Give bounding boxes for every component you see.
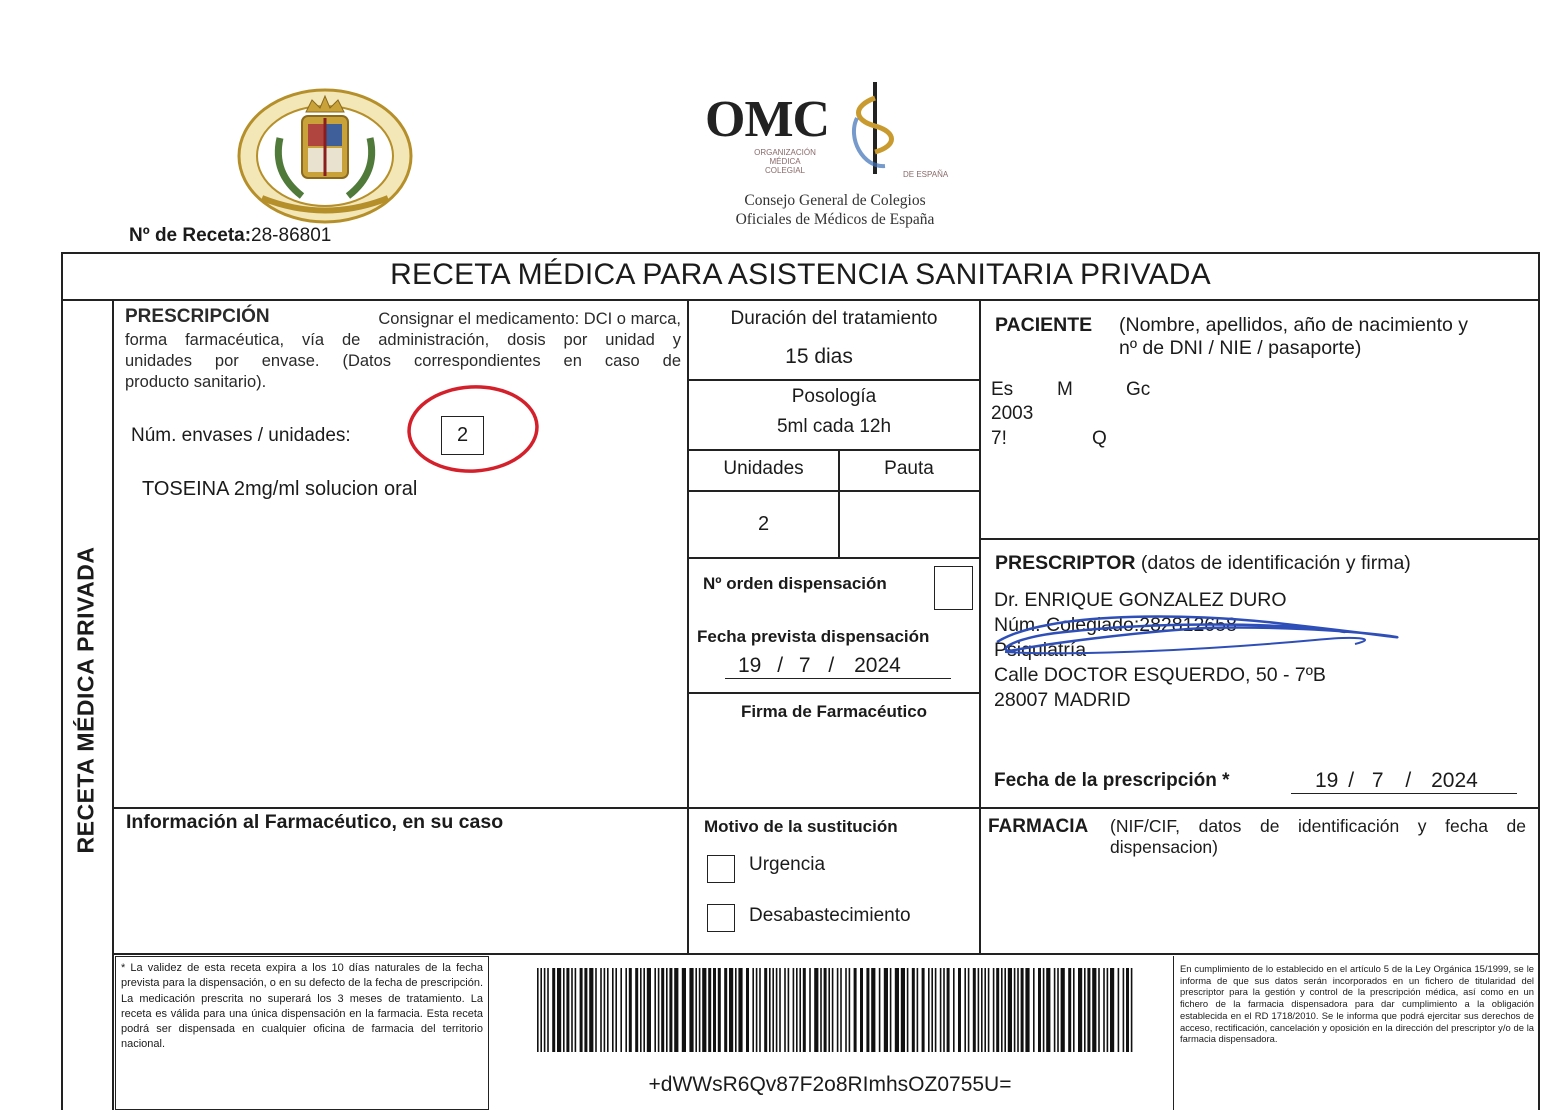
omc-line-2: MÉDICA [769, 157, 801, 166]
barcode-bar [996, 968, 999, 1052]
row-divider-info [112, 807, 1540, 809]
date-divider [689, 692, 979, 694]
barcode-bar [604, 968, 606, 1052]
barcode-bar [895, 968, 899, 1052]
prescription-year: 2024 [1431, 769, 1478, 792]
barcode-bar [993, 968, 995, 1052]
barcode-bar [718, 968, 721, 1052]
col-divider-2 [979, 299, 981, 955]
dosage-value: 5ml cada 12h [776, 416, 892, 437]
barcode-bar [544, 968, 546, 1052]
barcode-bar [1123, 968, 1125, 1052]
units-row-divider [689, 557, 979, 559]
omc-logo [705, 90, 975, 190]
red-circle-annotation [400, 380, 550, 476]
barcode-bar [824, 968, 827, 1052]
barcode-bar [589, 968, 593, 1052]
patient-name-part-2: M [1057, 379, 1073, 400]
patient-instruction-line-2: nº de DNI / NIE / pasaporte) [1119, 337, 1362, 359]
barcode-bar [666, 968, 668, 1052]
patient-divider [981, 538, 1540, 540]
barcode-bar [964, 968, 966, 1052]
barcode-bar [682, 968, 686, 1052]
barcode-bar [607, 968, 609, 1052]
patient-birth-year: 2003 [991, 403, 1034, 424]
barcode-bar [860, 968, 863, 1052]
barcode-bar [854, 968, 857, 1052]
prescription-instruction-line-1: Consignar el medicamento: DCI o marca, [378, 310, 681, 328]
urgency-checkbox[interactable] [707, 855, 735, 883]
barcode-bar [784, 968, 786, 1052]
duration-label: Duración del tratamiento [730, 308, 938, 329]
dispense-order-label: Nº orden dispensación [703, 574, 887, 593]
barcode-bar [575, 968, 577, 1052]
barcode-bar [1014, 968, 1016, 1052]
omc-line-3: COLEGIAL [764, 166, 805, 175]
barcode-bar [1068, 968, 1071, 1052]
barcode-bar [708, 968, 711, 1052]
barcode-bar [907, 968, 909, 1052]
barcode-bar [958, 968, 961, 1052]
prescriber-specialty: Psiquiatría [994, 639, 1087, 661]
expected-date-label: Fecha prevista dispensación [697, 627, 930, 646]
barcode-bar [884, 968, 888, 1052]
barcode-bar [776, 968, 778, 1052]
barcode-bar [1021, 968, 1024, 1052]
omc-logo-text: OMC [705, 91, 830, 148]
barcode-bar [1043, 968, 1045, 1052]
barcode-bar [654, 968, 656, 1052]
prescription-instruction-line-3: unidades por envase. (Datos correspondientes en caso de [125, 352, 681, 370]
barcode-bar [713, 968, 716, 1052]
barcode-bar [566, 968, 569, 1052]
barcode-bar [1103, 968, 1105, 1052]
prescriber-heading: PRESCRIPTOR [995, 552, 1136, 574]
pharmacist-signature-label: Firma de Farmacéutico [740, 702, 928, 721]
barcode-bar [674, 968, 678, 1052]
barcode-bar [552, 968, 555, 1052]
prescriber-address: Calle DOCTOR ESQUERDO, 50 - 7ºB [994, 664, 1326, 686]
barcode-bar [779, 968, 781, 1052]
omc-caduceus-icon [845, 78, 905, 178]
omc-line-1: ORGANIZACIÓN [754, 148, 816, 157]
side-column-divider [112, 299, 114, 1110]
prescriber-signature [985, 592, 1415, 672]
barcode-bar [695, 968, 697, 1052]
barcode-bar [931, 968, 933, 1052]
legal-note-box [1173, 956, 1539, 1110]
barcode-bar [643, 968, 645, 1052]
barcode-bar [772, 968, 774, 1052]
prescriber-city: 28007 MADRID [994, 689, 1131, 711]
barcode-bar [901, 968, 905, 1052]
barcode-bar [1054, 968, 1056, 1052]
barcode-bar [1073, 968, 1075, 1052]
barcode-bar [947, 968, 950, 1052]
form-title: RECETA MÉDICA PARA ASISTENCIA SANITARIA PRIVADA [390, 258, 1211, 291]
pharmacy-instruction-line-1: (NIF/CIF, datos de identificación y fecha de [1110, 816, 1526, 836]
prescriber-header [995, 552, 1411, 575]
prescription-date: 19 / 7 / 2024 [1291, 768, 1517, 794]
barcode-bar [658, 968, 660, 1052]
patient-id [991, 428, 1251, 454]
council-name [700, 191, 970, 229]
barcode-bar [832, 968, 834, 1052]
barcode-bar [928, 968, 930, 1052]
barcode-bar [890, 968, 892, 1052]
pauta-header: Pauta [884, 458, 934, 479]
expected-day: 19 [738, 654, 762, 677]
barcode-bar [1126, 968, 1129, 1052]
units-pauta-divider [838, 449, 840, 558]
barcode-bar [1131, 968, 1133, 1052]
barcode-bar [849, 968, 851, 1052]
barcode-bar [635, 968, 638, 1052]
title-divider [61, 299, 1540, 301]
prescriber-instructions: (datos de identificación y firma) [1140, 552, 1411, 574]
barcode-bar [615, 968, 617, 1052]
barcode-bar [981, 968, 983, 1052]
barcode [537, 968, 1134, 1052]
barcode-bar [537, 968, 539, 1052]
barcode-bar [1107, 968, 1109, 1052]
barcode-bar [752, 968, 754, 1052]
barcode-bar [764, 968, 767, 1052]
barcode-bar [669, 968, 672, 1052]
prescription-month: 7 [1371, 769, 1384, 792]
barcode-bar [973, 968, 976, 1052]
barcode-bar [845, 968, 847, 1052]
pharmacist-info-heading: Información al Farmacéutico, en su caso [126, 811, 504, 833]
units-header-divider [689, 490, 979, 492]
barcode-bar [584, 968, 587, 1052]
barcode-bar [702, 968, 706, 1052]
barcode-bar [940, 968, 942, 1052]
barcode-bar [935, 968, 937, 1052]
prescription-instruction-line-2: forma farmacéutica, vía de administración, dosis por unidad y [125, 331, 681, 349]
barcode-bar [1001, 968, 1003, 1052]
barcode-bar [600, 968, 602, 1052]
barcode-bar [917, 968, 919, 1052]
barcode-bar [735, 968, 737, 1052]
barcode-bar [729, 968, 733, 1052]
barcode-bar [1033, 968, 1035, 1052]
side-label: RECETA MÉDICA PRIVADA [72, 546, 99, 854]
barcode-bar [540, 968, 542, 1052]
units-label: Núm. envases / unidades: [131, 425, 351, 446]
dosage-label: Posología [791, 386, 877, 407]
prescriber-name: Dr. ENRIQUE GONZALEZ DURO [994, 589, 1287, 611]
patient-instructions [1119, 314, 1468, 360]
prescription-instruction-line-4: producto sanitario). [125, 373, 267, 391]
barcode-bar [1078, 968, 1082, 1052]
patient-id-part-2: Q [1092, 428, 1107, 449]
barcode-bar [640, 968, 642, 1052]
barcode-bar [968, 968, 970, 1052]
pharmacy-instruction-line-2: dispensacion) [1110, 837, 1218, 857]
barcode-bar [1084, 968, 1086, 1052]
barcode-bar [866, 968, 869, 1052]
pharmacy-heading: FARMACIA [988, 816, 1089, 837]
recipe-number-value: 28-86801 [251, 225, 332, 246]
barcode-bar [837, 968, 839, 1052]
barcode-bar [828, 968, 830, 1052]
barcode-bar [746, 968, 749, 1052]
barcode-bar [620, 968, 622, 1052]
dispense-order-box[interactable] [934, 566, 973, 610]
barcode-bar [625, 968, 627, 1052]
barcode-bar [1057, 968, 1059, 1052]
prescription-date-label: Fecha de la prescripción * [994, 770, 1230, 791]
barcode-bar [1025, 968, 1029, 1052]
barcode-bar [1092, 968, 1096, 1052]
barcode-bar [922, 968, 925, 1052]
treatment-units-value: 2 [757, 513, 770, 535]
patient-name-part-1: Es [991, 379, 1014, 400]
barcode-bar [595, 968, 597, 1052]
barcode-bar [1087, 968, 1090, 1052]
urgency-label: Urgencia [749, 854, 826, 875]
barcode-bar [1004, 968, 1006, 1052]
council-line-2: Oficiales de Médicos de España [735, 211, 935, 228]
barcode-bar [738, 968, 742, 1052]
barcode-bar [988, 968, 990, 1052]
barcode-bar [1098, 968, 1100, 1052]
shortage-checkbox[interactable] [707, 904, 735, 932]
barcode-bar [571, 968, 573, 1052]
barcode-bar [759, 968, 761, 1052]
recipe-number-label: Nº de Receta: [129, 225, 252, 246]
barcode-bar [724, 968, 727, 1052]
council-line-1: Consejo General de Colegios [744, 192, 926, 209]
medication-name: TOSEINA 2mg/ml solucion oral [142, 478, 418, 500]
patient-id-part-1: 7! [991, 428, 1007, 449]
barcode-bar [769, 968, 771, 1052]
barcode-bar [912, 968, 915, 1052]
barcode-bar [580, 968, 583, 1052]
barcode-bar [612, 968, 614, 1052]
validity-note: * La validez de esta receta expira a los 10 días naturales de la fecha prevista para la dispensación, o en su defecto de la fecha de prescripción. La medicación prescrita no superará los 3 meses de tratamiento. La receta es válida para una única dispensación en la farmacia. Esta receta podrá ser dispensada en cualquier oficina de farmacia del territorio nacional. [121, 962, 483, 1051]
barcode-bar [756, 968, 758, 1052]
patient-name [991, 379, 1251, 405]
barcode-bar [557, 968, 561, 1052]
barcode-bar [820, 968, 822, 1052]
substitution-heading: Motivo de la sustitución [704, 817, 898, 836]
legal-note: En cumplimiento de lo establecido en el artículo 5 de la Ley Orgánica 15/1999, se le informa de que sus datos serán incorporados en un fichero de titularidad del prescriptor para la gestión y control de la prescripción médica, así como en un fichero de la farmacia dispensadora para dar cumplimiento a la obligación establecida en el RD 1718/2010. Se le informa que podrá ejercitar sus derechos de acceso, rectificación, cancelación y oposición en la dirección del prescriptor y/o de la farmacia dispensadora. [1180, 963, 1534, 1045]
shortage-label: Desabastecimiento [749, 905, 911, 926]
patient-heading: PACIENTE [995, 314, 1093, 336]
row-divider-footer [112, 953, 1540, 955]
omc-line-4: DE ESPAÑA [903, 170, 949, 179]
barcode-bar [629, 968, 632, 1052]
units-box-value: 2 [456, 424, 469, 446]
expected-date: 19 / 7 / 2024 [725, 654, 951, 679]
barcode-bar [689, 968, 693, 1052]
expected-year: 2024 [854, 654, 901, 677]
barcode-bar [1038, 968, 1041, 1052]
units-header: Unidades [723, 458, 804, 479]
barcode-bar [809, 968, 811, 1052]
barcode-bar [840, 968, 842, 1052]
barcode-bar [814, 968, 818, 1052]
barcode-bar [1008, 968, 1012, 1052]
patient-name-part-3: Gc [1126, 379, 1151, 400]
patient-instruction-line-1: (Nombre, apellidos, año de nacimiento y [1119, 314, 1469, 336]
barcode-bar [563, 968, 565, 1052]
expected-month: 7 [798, 654, 811, 677]
barcode-bar [793, 968, 795, 1052]
duration-value: 15 dias [785, 345, 853, 368]
barcode-bar [796, 968, 798, 1052]
barcode-bar [984, 968, 986, 1052]
college-seal [232, 78, 418, 228]
barcode-bar [647, 968, 651, 1052]
recipe-number [129, 225, 331, 247]
barcode-bar [879, 968, 881, 1052]
barcode-bar [1110, 968, 1114, 1052]
barcode-bar [943, 968, 945, 1052]
barcode-bar [788, 968, 790, 1052]
barcode-bar [871, 968, 875, 1052]
prescriber-license: Núm. Colegiado:282812658 [994, 614, 1237, 636]
validity-note-box [115, 956, 489, 1110]
barcode-bar [1046, 968, 1050, 1052]
barcode-bar [803, 968, 806, 1052]
pharmacy-instructions [1110, 816, 1526, 858]
dosage-divider [689, 449, 979, 451]
barcode-bar [978, 968, 980, 1052]
barcode-bar [699, 968, 701, 1052]
barcode-text: +dWWsR6Qv87F2o8RImhsOZ0755U= [648, 1073, 1012, 1096]
prescription-day: 19 [1315, 769, 1339, 792]
barcode-bar [953, 968, 955, 1052]
barcode-bar [1061, 968, 1065, 1052]
prescription-heading: PRESCRIPCIÓN [125, 306, 270, 327]
barcode-bar [799, 968, 801, 1052]
barcode-bar [1118, 968, 1120, 1052]
barcode-bar [661, 968, 664, 1052]
barcode-bar [547, 968, 549, 1052]
duration-divider [689, 379, 979, 381]
barcode-bar [1017, 968, 1019, 1052]
